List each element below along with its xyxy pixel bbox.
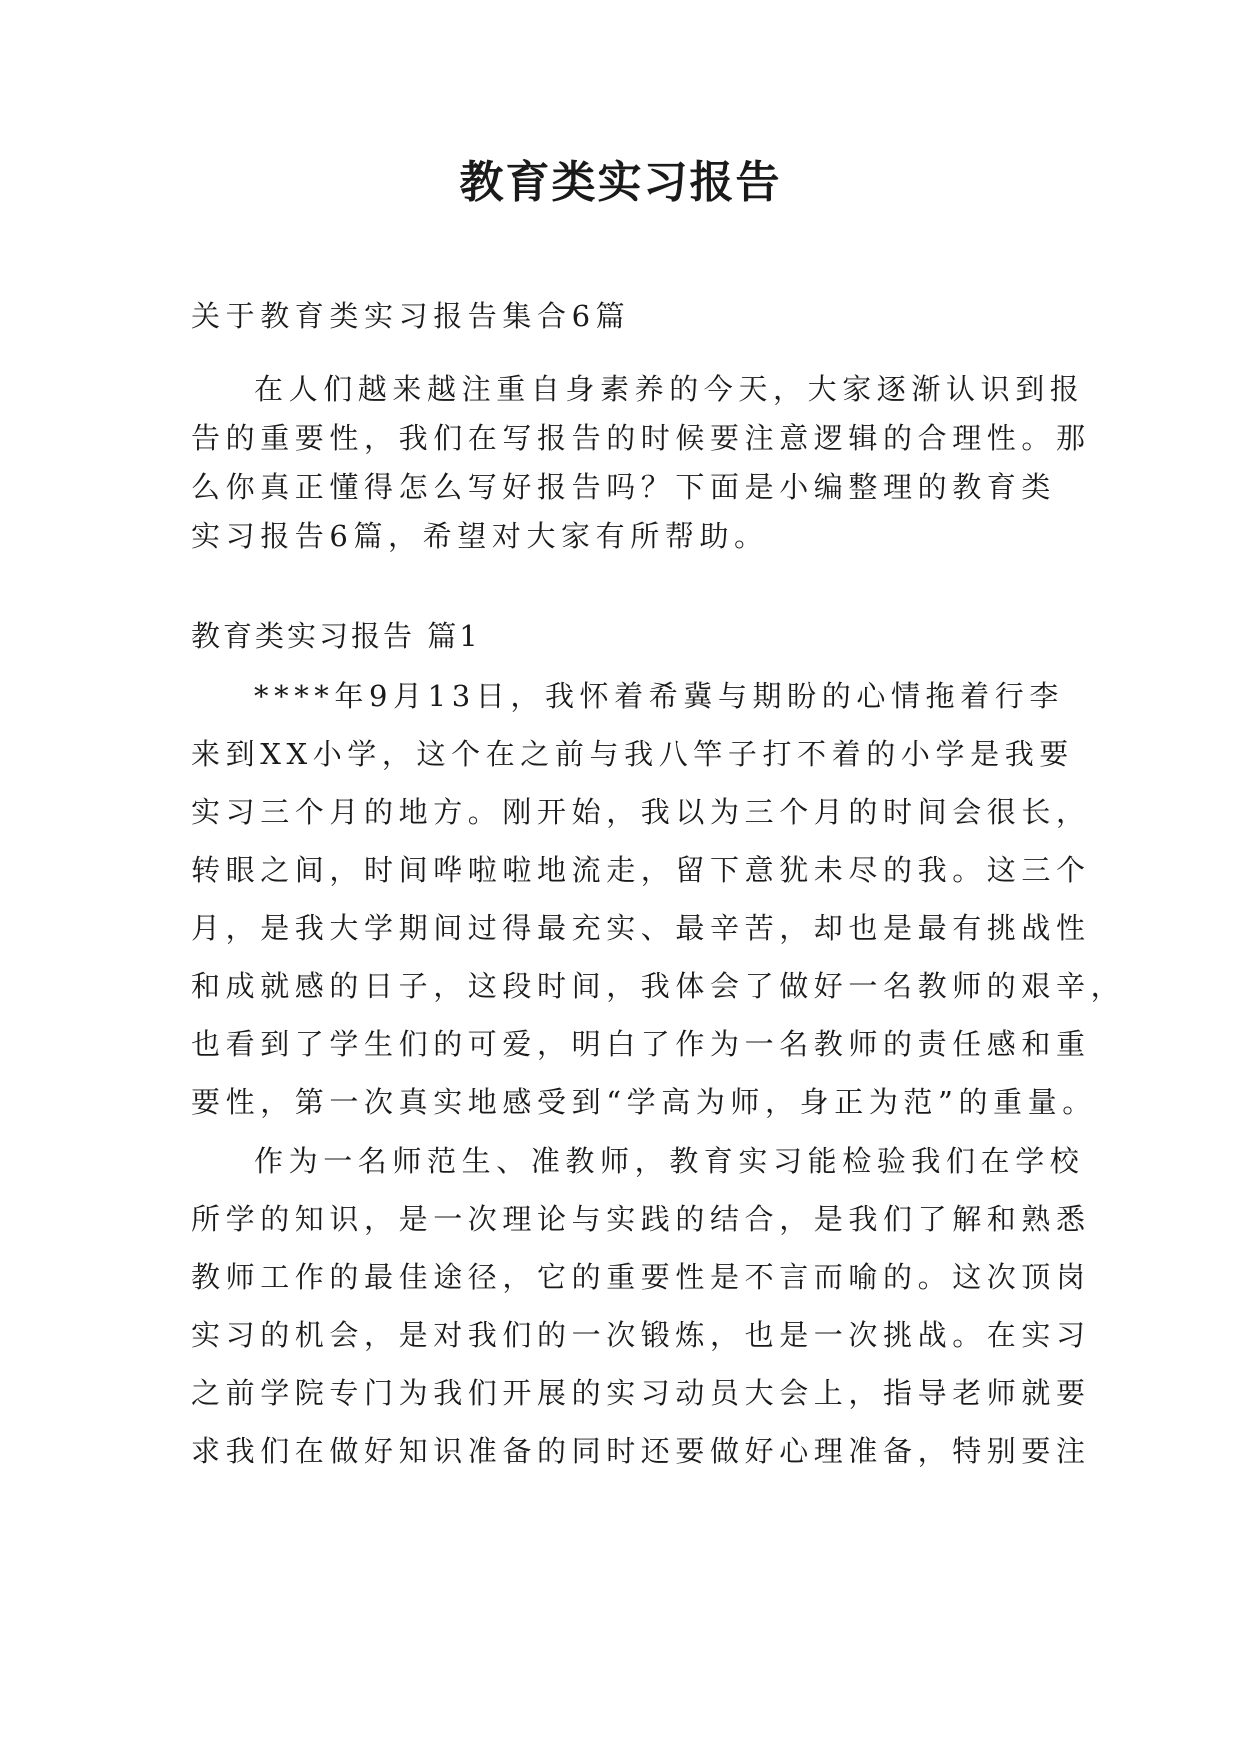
paragraph-line: 要性，第一次真实地感受到“学高为师，身正为范”的重量。 — [191, 1085, 1097, 1119]
paragraph-line: 来到XX小学，这个在之前与我八竿子打不着的小学是我要 — [191, 737, 1074, 771]
document-subtitle: 关于教育类实习报告集合6篇 — [191, 299, 631, 333]
paragraph-line: 求我们在做好知识准备的同时还要做好心理准备，特别要注 — [191, 1434, 1091, 1468]
paragraph-line: 和成就感的日子，这段时间，我体会了做好一名教师的艰辛， — [191, 969, 1126, 1003]
paragraph-line: 教师工作的最佳途径，它的重要性是不言而喻的。这次顶岗 — [191, 1260, 1091, 1294]
intro-line: 么你真正懂得怎么写好报告吗？下面是小编整理的教育类 — [191, 470, 1057, 504]
intro-line: 告的重要性，我们在写报告的时候要注意逻辑的合理性。那 — [191, 421, 1091, 455]
document-title: 教育类实习报告 — [459, 157, 782, 208]
paragraph-line: ****年9月13日，我怀着希冀与期盼的心情拖着行李 — [254, 679, 1064, 713]
paragraph-line: 实习的机会，是对我们的一次锻炼，也是一次挑战。在实习 — [191, 1318, 1091, 1352]
paragraph-line: 实习三个月的地方。刚开始，我以为三个月的时间会很长， — [191, 795, 1091, 829]
paragraph-line: 也看到了学生们的可爱，明白了作为一名教师的责任感和重 — [191, 1027, 1091, 1061]
paragraph-line: 作为一名师范生、准教师，教育实习能检验我们在学校 — [254, 1144, 1085, 1178]
paragraph-line: 月，是我大学期间过得最充实、最辛苦，却也是最有挑战性 — [191, 911, 1091, 945]
paragraph-line: 所学的知识，是一次理论与实践的结合，是我们了解和熟悉 — [191, 1202, 1091, 1236]
intro-line: 在人们越来越注重自身素养的今天，大家逐渐认识到报 — [254, 372, 1085, 406]
intro-line: 实习报告6篇，希望对大家有所帮助。 — [191, 519, 769, 553]
paragraph-line: 之前学院专门为我们开展的实习动员大会上，指导老师就要 — [191, 1376, 1091, 1410]
section-heading: 教育类实习报告 篇1 — [191, 619, 481, 653]
paragraph-line: 转眼之间，时间哗啦啦地流走，留下意犹未尽的我。这三个 — [191, 853, 1091, 887]
